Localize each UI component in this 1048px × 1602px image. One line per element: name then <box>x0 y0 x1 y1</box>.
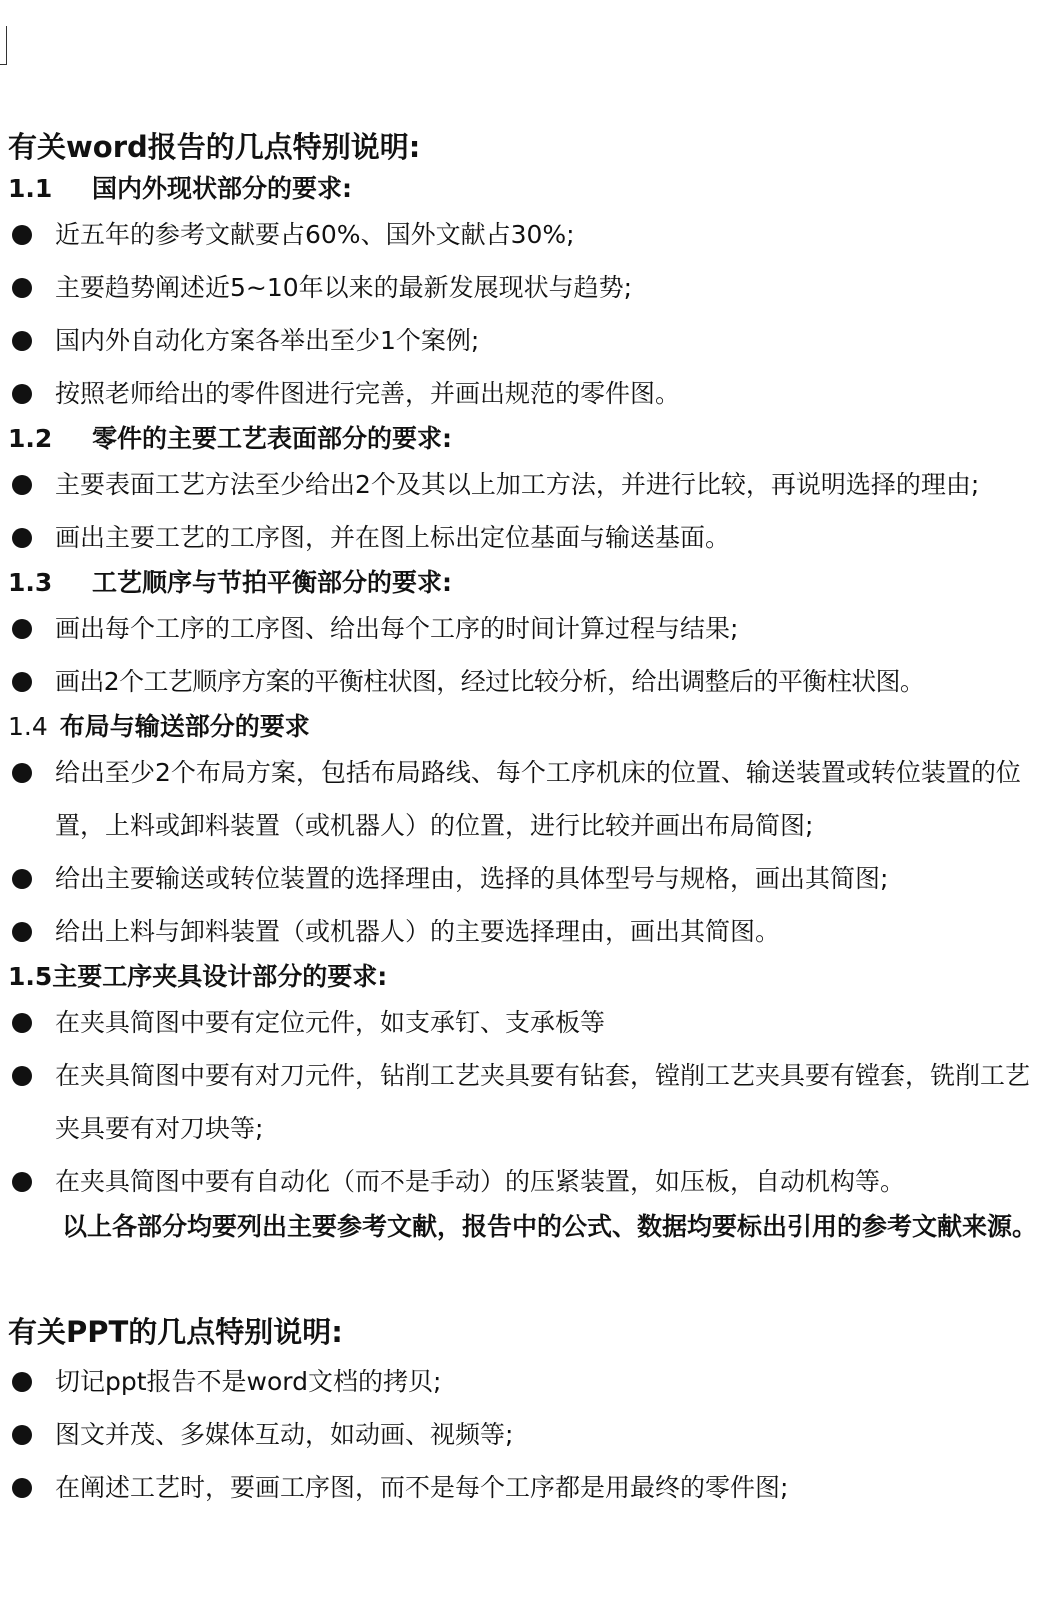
list-item: 给出上料与卸料装置（或机器人）的主要选择理由，画出其简图。 <box>8 905 1038 958</box>
section-number: 1.2 <box>8 424 53 453</box>
section-number: 1.3 <box>8 568 53 597</box>
section-title: 主要工序夹具设计部分的要求: <box>52 962 388 991</box>
section-heading-1-1 <box>8 170 1038 208</box>
section-title: 工艺顺序与节拍平衡部分的要求: <box>92 568 452 597</box>
list-item: 在夹具简图中要有对刀元件，钻削工艺夹具要有钻套，镗削工艺夹具要有镗套，铣削工艺夹具要有对刀块等; <box>8 1049 1038 1155</box>
section-title: 布局与输送部分的要求 <box>59 712 310 741</box>
section-heading-1-5 <box>8 958 1038 996</box>
bullet-icon <box>12 1478 32 1498</box>
section-title: 零件的主要工艺表面部分的要求: <box>92 424 452 453</box>
bullet-icon <box>12 278 32 298</box>
list-item: 画出主要工艺的工序图，并在图上标出定位基面与输送基面。 <box>8 511 1038 564</box>
document-body <box>8 124 1038 1514</box>
references-note: 以上各部分均要列出主要参考文献，报告中的公式、数据均要标出引用的参考文献来源。 <box>62 1212 1038 1241</box>
section-number: 1.1 <box>8 174 53 203</box>
bullet-icon <box>12 1172 32 1192</box>
list-item: 在阐述工艺时，要画工序图，而不是每个工序都是用最终的零件图; <box>8 1461 1038 1514</box>
bullet-icon <box>12 672 32 692</box>
list-item: 国内外自动化方案各举出至少1个案例; <box>8 314 1038 367</box>
bullet-icon <box>12 763 32 783</box>
bullet-icon <box>12 869 32 889</box>
bullet-icon <box>12 528 32 548</box>
word-report-heading: 有关word报告的几点特别说明: <box>8 130 421 164</box>
list-item: 图文并茂、多媒体互动，如动画、视频等; <box>8 1408 1038 1461</box>
bullet-icon <box>12 619 32 639</box>
list-item: 给出至少2个布局方案，包括布局路线、每个工序机床的位置、输送装置或转位装置的位置，上料或卸料装置（或机器人）的位置，进行比较并画出布局简图; <box>8 746 1038 852</box>
section-heading-1-4 <box>8 708 1038 746</box>
list-item: 画出每个工序的工序图、给出每个工序的时间计算过程与结果; <box>8 602 1038 655</box>
text-cursor-marker <box>0 26 7 65</box>
section-number: 1.5 <box>8 962 53 991</box>
section-heading-1-2 <box>8 420 1038 458</box>
bullet-icon <box>12 384 32 404</box>
section-number: 1.4 <box>8 712 48 741</box>
list-item: 切记ppt报告不是word文档的拷贝; <box>8 1355 1038 1408</box>
ppt-heading: 有关PPT的几点特别说明: <box>8 1315 343 1349</box>
list-item: 按照老师给出的零件图进行完善，并画出规范的零件图。 <box>8 367 1038 420</box>
section-heading-1-3 <box>8 564 1038 602</box>
bullet-icon <box>12 1372 32 1392</box>
bullet-icon <box>12 475 32 495</box>
bullet-icon <box>12 1013 32 1033</box>
list-item: 近五年的参考文献要占60%、国外文献占30%; <box>8 208 1038 261</box>
section-title: 国内外现状部分的要求: <box>92 174 352 203</box>
bullet-icon <box>12 225 32 245</box>
bullet-icon <box>12 331 32 351</box>
list-item: 给出主要输送或转位装置的选择理由，选择的具体型号与规格，画出其简图; <box>8 852 1038 905</box>
section-spacer <box>8 1245 1038 1309</box>
list-item: 主要表面工艺方法至少给出2个及其以上加工方法，并进行比较，再说明选择的理由; <box>8 458 1038 511</box>
list-item: 主要趋势阐述近5~10年以来的最新发展现状与趋势; <box>8 261 1038 314</box>
bullet-icon <box>12 922 32 942</box>
list-item: 在夹具简图中要有定位元件，如支承钉、支承板等 <box>8 996 1038 1049</box>
bullet-icon <box>12 1425 32 1445</box>
bullet-icon <box>12 1066 32 1086</box>
list-item: 在夹具简图中要有自动化（而不是手动）的压紧装置，如压板，自动机构等。 <box>8 1155 1038 1208</box>
list-item: 画出2个工艺顺序方案的平衡柱状图，经过比较分析，给出调整后的平衡柱状图。 <box>8 655 1038 708</box>
